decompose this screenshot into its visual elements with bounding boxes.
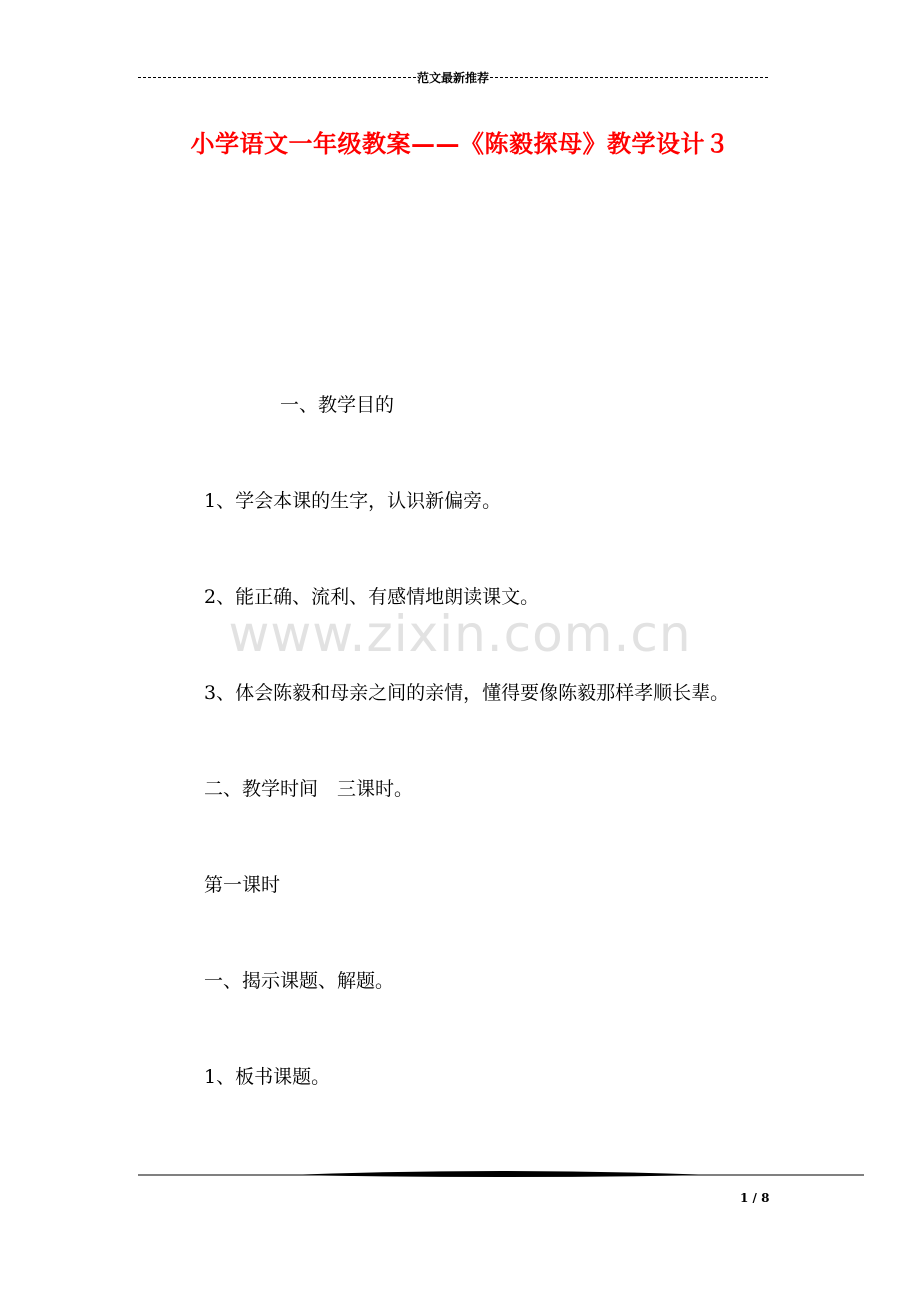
paragraph: 2、能正确、流利、有感情地朗读课文。 xyxy=(204,586,540,608)
paragraph: 1、学会本课的生字，认识新偏旁。 xyxy=(204,490,502,512)
page-header xyxy=(138,68,768,86)
section-heading: 二、教学时间 三课时。 xyxy=(204,778,414,800)
page-number: 1 / 8 xyxy=(740,1191,770,1205)
paragraph: 3、体会陈毅和母亲之间的亲情，懂得要像陈毅那样孝顺长辈。 xyxy=(204,682,730,704)
section-heading: 一、揭示课题、解题。 xyxy=(204,970,395,992)
watermark: www.zixin.com.cn xyxy=(228,605,692,663)
header-dash-right xyxy=(490,77,768,78)
lesson-heading: 第一课时 xyxy=(204,874,281,896)
paragraph: 1、板书课题。 xyxy=(204,1066,331,1088)
section-heading: 一、教学目的 xyxy=(280,394,395,416)
footer-rule xyxy=(138,1168,864,1180)
header-dash-left xyxy=(138,77,416,78)
header-text: 范文最新推荐 xyxy=(417,70,490,85)
document-title: 小学语文一年级教案——《陈毅探母》教学设计３ xyxy=(190,129,730,158)
